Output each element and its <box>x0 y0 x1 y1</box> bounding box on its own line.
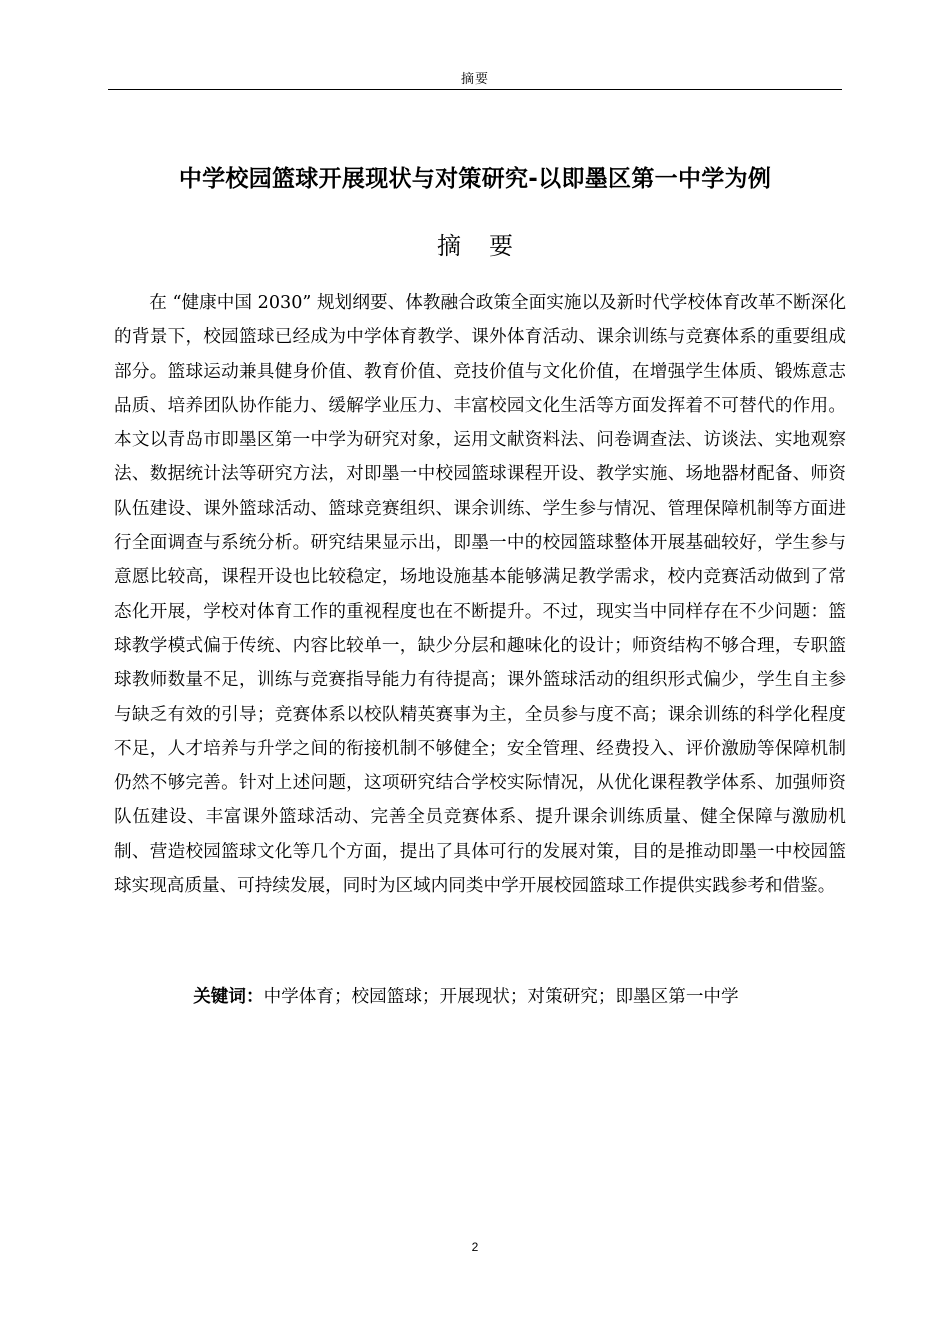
keywords-line <box>114 982 846 1012</box>
running-header: 摘要 <box>460 72 489 87</box>
abstract-heading: 摘要 <box>437 232 541 260</box>
keywords-text: 中学体育；校园篮球；开展现状；对策研究；即墨区第一中学 <box>263 987 739 1007</box>
page-number: 2 <box>471 1240 479 1254</box>
thesis-title: 中学校园篮球开展现状与对策研究-以即墨区第一中学为例 <box>178 166 772 192</box>
abstract-body: 在 “健康中国 2030” 规划纲要、体教融合政策全面实施以及新时代学校体育改革不断深化的背景下，校园篮球已经成为中学体育教学、课外体育活动、课余训练与竞赛体系的重要组成部分。篮球运动兼具健身价值、教育价值、竞技价值与文化价值，在增强学生体质、锻炼意志品质、培养团队协作能力、缓解学业压力、丰富校园文化生活等方面发挥着不可替代的作用。本文以青岛市即墨区第一中学为研究对象，运用文献资料法、问卷调查法、访谈法、实地观察法、数据统计法等研究方法，对即墨一中校园篮球课程开设、教学实施、场地器材配备、师资队伍建设、课外篮球活动、篮球竞赛组织、课余训练、学生参与情况、管理保障机制等方面进行全面调查与系统分析。研究结果显示出，即墨一中的校园篮球整体开展基础较好，学生参与意愿比较高，课程开设也比较稳定，场地设施基本能够满足教学需求，校内竞赛活动做到了常态化开展，学校对体育工作的重视程度也在不断提升。不过，现实当中同样存在不少问题：篮球教学模式偏于传统、内容比较单一，缺少分层和趣味化的设计；师资结构不够合理，专职篮球教师数量不足，训练与竞赛指导能力有待提高；课外篮球活动的组织形式偏少，学生自主参与缺乏有效的引导；竞赛体系以校队精英赛事为主，全员参与度不高；课余训练的科学化程度不足，人才培养与升学之间的衔接机制不够健全；安全管理、经费投入、评价激励等保障机制仍然不够完善。针对上述问题，这项研究结合学校实际情况，从优化课程教学体系、加强师资队伍建设、丰富课外篮球活动、完善全员竞赛体系、提升课余训练质量、健全保障与激励机制、营造校园篮球文化等几个方面，提出了具体可行的发展对策，目的是推动即墨一中校园篮球实现高质量、可持续发展，同时为区域内同类中学开展校园篮球工作提供实践参考和借鉴。 <box>114 293 846 897</box>
header-divider <box>108 89 842 90</box>
keywords-label: 关键词： <box>193 987 264 1007</box>
